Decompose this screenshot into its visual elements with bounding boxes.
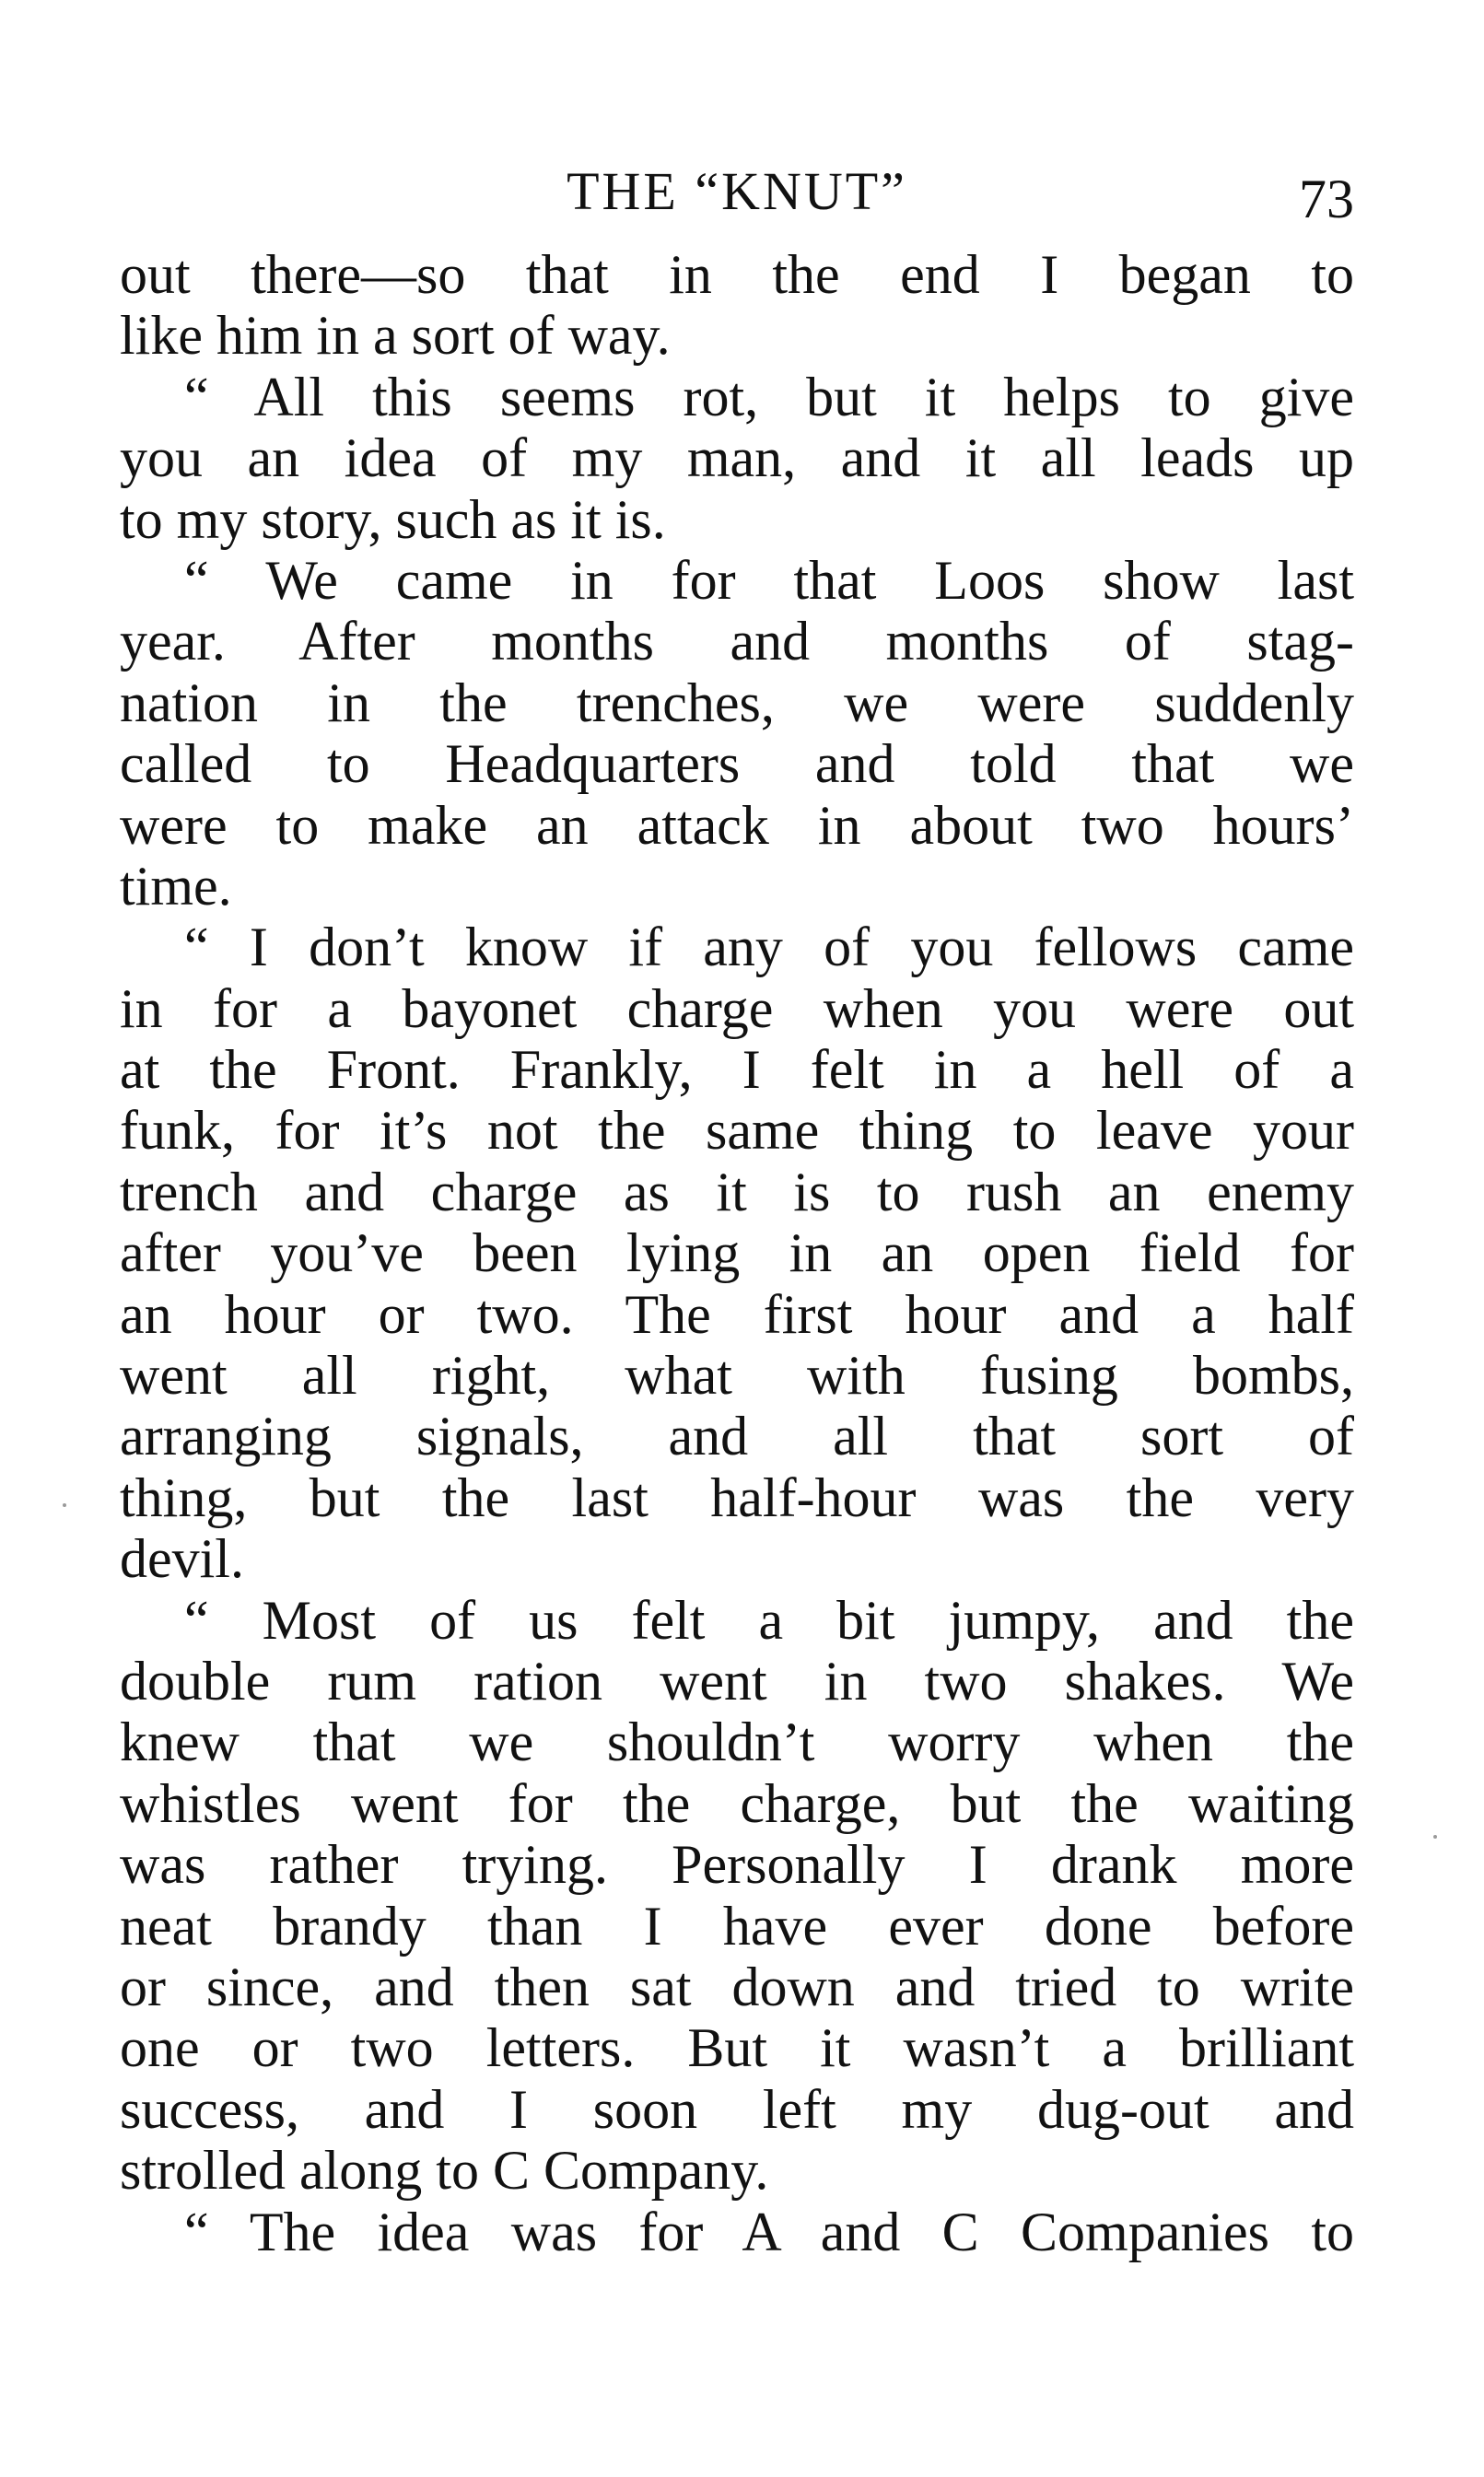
text-line: “ All this seems rot, but it helps to give — [184, 366, 1354, 427]
text-line: one or two letters. But it wasn’t a brilliant — [120, 2017, 1354, 2079]
text-line: devil. — [120, 1528, 244, 1590]
text-line: thing, but the last half-hour was the very — [120, 1466, 1354, 1528]
print-speck — [1433, 1835, 1437, 1839]
text-line: or since, and then sat down and tried to write — [120, 1956, 1354, 2017]
text-line: arranging signals, and all that sort of — [120, 1406, 1354, 1467]
text-line: nation in the trenches, we were suddenly — [120, 672, 1354, 733]
text-line: went all right, what with fusing bombs, — [120, 1345, 1354, 1407]
text-line: after you’ve been lying in an open field for — [120, 1222, 1354, 1284]
text-line: called to Headquarters and told that we — [120, 733, 1354, 795]
text-line: out there—so that in the end I began to — [120, 244, 1354, 305]
text-line: “ We came in for that Loos show last — [184, 549, 1354, 611]
text-line: an hour or two. The first hour and a half — [120, 1283, 1354, 1345]
text-line: success, and I soon left my dug-out and — [120, 2078, 1354, 2140]
text-line: was rather trying. Personally I drank more — [120, 1834, 1354, 1896]
text-line: at the Front. Frankly, I felt in a hell of a — [120, 1039, 1354, 1101]
body-text — [120, 244, 1354, 2262]
text-line: time. — [120, 855, 232, 917]
text-line: whistles went for the charge, but the waiting — [120, 1772, 1354, 1834]
text-line: in for a bayonet charge when you were out — [120, 977, 1354, 1039]
running-title: THE “KNUT” — [567, 161, 907, 221]
text-line: you an idea of my man, and it all leads up — [120, 427, 1354, 489]
text-line: double rum ration went in two shakes. We — [120, 1650, 1354, 1712]
text-line: “ I don’t know if any of you fellows came — [184, 917, 1354, 978]
text-line: “ Most of us felt a bit jumpy, and the — [184, 1589, 1354, 1651]
text-line: neat brandy than I have ever done before — [120, 1895, 1354, 1957]
text-line: like him in a sort of way. — [120, 305, 671, 367]
text-line: funk, for it’s not the same thing to leave your — [120, 1100, 1354, 1162]
text-line: year. After months and months of stag- — [120, 611, 1354, 672]
print-speck — [63, 1503, 66, 1507]
text-line: knew that we shouldn’t worry when the — [120, 1712, 1354, 1773]
text-line: were to make an attack in about two hours’ — [120, 794, 1354, 856]
text-line: strolled along to C Company. — [120, 2140, 769, 2202]
page-header — [120, 155, 1354, 228]
page-number: 73 — [1299, 169, 1354, 229]
text-line: “ The idea was for A and C Companies to — [184, 2201, 1354, 2262]
text-line: to my story, such as it is. — [120, 488, 666, 550]
text-line: trench and charge as it is to rush an enemy — [120, 1161, 1354, 1222]
